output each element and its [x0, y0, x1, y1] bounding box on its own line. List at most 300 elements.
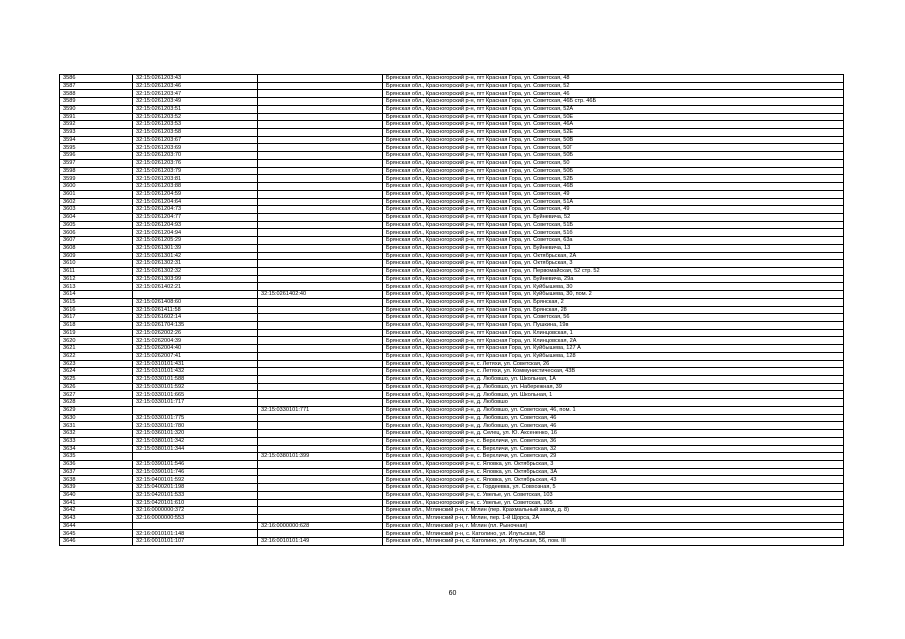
premises-cadastral-number-cell [258, 113, 383, 121]
address-cell: Брянская обл., Красногорский р-н, пгт Красная Гора, ул. Брянская, 2 [383, 298, 844, 306]
premises-cadastral-number-cell [258, 121, 383, 129]
premises-cadastral-number-cell [258, 391, 383, 399]
cadastral-number-cell: 32:15:0261204:73 [133, 206, 258, 214]
cadastral-number-cell: 32:16:0000000:372 [133, 507, 258, 515]
address-cell: Брянская обл., Красногорский р-н, пгт Красная Гора, ул. Советская, 63а [383, 237, 844, 245]
address-cell: Брянская обл., Мглинский р-н, г. Мглин (пл. Рыночная) [383, 522, 844, 530]
cadastral-number-cell: 32:15:0330101:588 [133, 376, 258, 384]
cadastral-number-cell: 32:15:0360101:320 [133, 430, 258, 438]
row-number-cell: 3620 [60, 337, 133, 345]
premises-cadastral-number-cell [258, 399, 383, 407]
row-number-cell: 3607 [60, 237, 133, 245]
table-row [60, 152, 844, 160]
address-cell: Брянская обл., Красногорский р-н, с. Гордеевка, ул. Совхозная, 5 [383, 484, 844, 492]
address-cell: Брянская обл., Красногорский р-н, с. Верхличи, ул. Советская, 36 [383, 437, 844, 445]
cadastral-number-cell: 32:15:0330101:665 [133, 391, 258, 399]
address-cell: Брянская обл., Красногорский р-н, пгт Красная Гора, ул. Советская, 49 [383, 190, 844, 198]
cadastral-number-cell: 32:15:0330101:780 [133, 422, 258, 430]
row-number-cell: 3637 [60, 468, 133, 476]
row-number-cell: 3586 [60, 75, 133, 83]
address-cell: Брянская обл., Красногорский р-н, д. Селец, ул. Ю. Аксененко, 16 [383, 430, 844, 438]
address-cell: Брянская обл., Красногорский р-н, с. Верхличи, ул. Советская, 29 [383, 453, 844, 461]
cadastral-number-cell: 32:15:0380101:342 [133, 437, 258, 445]
address-cell: Брянская обл., Мглинский р-н, с. Католино, ул. Илутьская, 56, пом. III [383, 538, 844, 546]
row-number-cell: 3597 [60, 159, 133, 167]
address-cell: Брянская обл., Красногорский р-н, пгт Красная Гора, ул. Октябрьская, 3 [383, 260, 844, 268]
cadastral-number-cell: 32:16:0000000:553 [133, 514, 258, 522]
address-cell: Брянская обл., Красногорский р-н, пгт Красная Гора, ул. Советская, 51б [383, 229, 844, 237]
table-row [60, 329, 844, 337]
table-row [60, 514, 844, 522]
premises-cadastral-number-cell [258, 90, 383, 98]
cadastral-number-cell: 32:15:0400101:592 [133, 476, 258, 484]
table-row [60, 298, 844, 306]
premises-cadastral-number-cell [258, 183, 383, 191]
cadastral-number-cell: 32:15:0261203:49 [133, 98, 258, 106]
address-cell: Брянская обл., Мглинский р-н, г. Мглин, пер. 1-й Щорса, 2А [383, 514, 844, 522]
row-number-cell: 3624 [60, 368, 133, 376]
cadastral-number-cell: 32:15:0261402:21 [133, 283, 258, 291]
cadastral-number-cell: 32:15:0261408:60 [133, 298, 258, 306]
table-row [60, 399, 844, 407]
table-row [60, 291, 844, 299]
cadastral-number-cell: 32:15:0261203:43 [133, 75, 258, 83]
table-row [60, 368, 844, 376]
row-number-cell: 3632 [60, 430, 133, 438]
address-cell: Брянская обл., Красногорский р-н, пгт Красная Гора, ул. Советская, 52Е [383, 129, 844, 137]
table-row [60, 306, 844, 314]
row-number-cell: 3598 [60, 167, 133, 175]
address-cell: Брянская обл., Красногорский р-н, пгт Красная Гора, ул. Пушкина, 19в [383, 322, 844, 330]
address-cell: Брянская обл., Красногорский р-н, д. Любовшо, ул. Советская, 46 [383, 414, 844, 422]
table-row [60, 445, 844, 453]
address-cell: Брянская обл., Красногорский р-н, пгт Красная Гора, ул. Советская, 50Г [383, 144, 844, 152]
cadastral-number-cell: 32:15:0261411:58 [133, 306, 258, 314]
address-cell: Брянская обл., Красногорский р-н, пгт Красная Гора, ул. Советская, 50Е [383, 113, 844, 121]
table-row [60, 491, 844, 499]
premises-cadastral-number-cell: 32:15:0380101:399 [258, 453, 383, 461]
premises-cadastral-number-cell: 32:15:0261402:40 [258, 291, 383, 299]
table-row [60, 129, 844, 137]
cadastral-number-cell: 32:15:0390101:546 [133, 460, 258, 468]
cadastral-number-cell: 32:15:0261204:64 [133, 198, 258, 206]
table-row [60, 105, 844, 113]
address-cell: Брянская обл., Красногорский р-н, пгт Красная Гора, ул. Куйбышева, 128 [383, 352, 844, 360]
table-row [60, 322, 844, 330]
table-row [60, 507, 844, 515]
row-number-cell: 3591 [60, 113, 133, 121]
row-number-cell: 3644 [60, 522, 133, 530]
table-row [60, 75, 844, 83]
row-number-cell: 3605 [60, 221, 133, 229]
premises-cadastral-number-cell [258, 368, 383, 376]
address-cell: Брянская обл., Красногорский р-н, д. Любовшо, ул. Советская, 46, пом. 1 [383, 406, 844, 414]
table-row [60, 229, 844, 237]
address-cell: Брянская обл., Красногорский р-н, пгт Красная Гора, ул. Советская, 56 [383, 314, 844, 322]
cadastral-number-cell [133, 522, 258, 530]
table-row [60, 352, 844, 360]
cadastral-number-cell: 32:15:0330101:775 [133, 414, 258, 422]
row-number-cell: 3587 [60, 82, 133, 90]
address-cell: Брянская обл., Красногорский р-н, с. Яловка, ул. Октябрьская, 3А [383, 468, 844, 476]
cadastral-number-cell: 32:15:0330101:592 [133, 383, 258, 391]
address-cell: Брянская обл., Мглинский р-н, с. Католино, ул. Илутьская, 58 [383, 530, 844, 538]
cadastral-number-cell: 32:15:0261301:39 [133, 244, 258, 252]
address-cell: Брянская обл., Красногорский р-н, с. Яловка, ул. Октябрьская, 3 [383, 460, 844, 468]
address-cell: Брянская обл., Красногорский р-н, пгт Красная Гора, ул. Советская, 50Б [383, 167, 844, 175]
premises-cadastral-number-cell [258, 267, 383, 275]
row-number-cell: 3600 [60, 183, 133, 191]
row-number-cell: 3590 [60, 105, 133, 113]
cadastral-number-cell: 32:15:0261203:76 [133, 159, 258, 167]
premises-cadastral-number-cell [258, 159, 383, 167]
address-cell: Брянская обл., Красногорский р-н, пгт Красная Гора, ул. Октябрьская, 2А [383, 252, 844, 260]
row-number-cell: 3610 [60, 260, 133, 268]
row-number-cell: 3606 [60, 229, 133, 237]
row-number-cell: 3635 [60, 453, 133, 461]
table-row [60, 437, 844, 445]
row-number-cell: 3589 [60, 98, 133, 106]
registry-table-body [60, 75, 844, 546]
table-row [60, 144, 844, 152]
registry-table [59, 74, 844, 546]
row-number-cell: 3636 [60, 460, 133, 468]
table-row [60, 98, 844, 106]
cadastral-number-cell: 32:15:0261204:93 [133, 221, 258, 229]
premises-cadastral-number-cell [258, 275, 383, 283]
cadastral-number-cell: 32:16:0010101:148 [133, 530, 258, 538]
table-row [60, 406, 844, 414]
table-row [60, 360, 844, 368]
table-row [60, 430, 844, 438]
row-number-cell: 3619 [60, 329, 133, 337]
cadastral-number-cell: 32:15:0330101:717 [133, 399, 258, 407]
address-cell: Брянская обл., Красногорский р-н, пгт Красная Гора, ул. Брянская, 28 [383, 306, 844, 314]
premises-cadastral-number-cell [258, 167, 383, 175]
premises-cadastral-number-cell [258, 376, 383, 384]
premises-cadastral-number-cell [258, 298, 383, 306]
table-row [60, 206, 844, 214]
address-cell: Брянская обл., Красногорский р-н, с. Увелье, ул. Советская, 103 [383, 491, 844, 499]
row-number-cell: 3622 [60, 352, 133, 360]
table-row [60, 283, 844, 291]
cadastral-number-cell: 32:15:0261205:29 [133, 237, 258, 245]
cadastral-number-cell: 32:15:0261204:94 [133, 229, 258, 237]
table-row [60, 376, 844, 384]
row-number-cell: 3601 [60, 190, 133, 198]
cadastral-number-cell: 32:15:0261704:135 [133, 322, 258, 330]
cadastral-number-cell: 32:15:0261203:67 [133, 136, 258, 144]
row-number-cell: 3645 [60, 530, 133, 538]
cadastral-number-cell: 32:15:0261203:70 [133, 152, 258, 160]
premises-cadastral-number-cell [258, 198, 383, 206]
address-cell: Брянская обл., Красногорский р-н, с. Летяхи, ул. Советская, 26 [383, 360, 844, 368]
table-row [60, 337, 844, 345]
row-number-cell: 3621 [60, 345, 133, 353]
premises-cadastral-number-cell [258, 244, 383, 252]
cadastral-number-cell: 32:15:0261302:31 [133, 260, 258, 268]
premises-cadastral-number-cell [258, 252, 383, 260]
row-number-cell: 3625 [60, 376, 133, 384]
premises-cadastral-number-cell [258, 306, 383, 314]
premises-cadastral-number-cell [258, 98, 383, 106]
table-row [60, 499, 844, 507]
table-row [60, 260, 844, 268]
premises-cadastral-number-cell [258, 414, 383, 422]
row-number-cell: 3634 [60, 445, 133, 453]
address-cell: Брянская обл., Красногорский р-н, пгт Красная Гора, ул. Советская, 50В [383, 136, 844, 144]
premises-cadastral-number-cell [258, 468, 383, 476]
cadastral-number-cell: 32:15:0262004:39 [133, 337, 258, 345]
premises-cadastral-number-cell [258, 352, 383, 360]
address-cell: Брянская обл., Красногорский р-н, пгт Красная Гора, ул. Советская, 50Б [383, 152, 844, 160]
row-number-cell: 3618 [60, 322, 133, 330]
premises-cadastral-number-cell [258, 430, 383, 438]
table-row [60, 213, 844, 221]
cadastral-number-cell: 32:15:0380101:344 [133, 445, 258, 453]
table-row [60, 121, 844, 129]
premises-cadastral-number-cell: 32:16:0000000:628 [258, 522, 383, 530]
table-row [60, 453, 844, 461]
premises-cadastral-number-cell [258, 383, 383, 391]
cadastral-number-cell: 32:15:0261301:42 [133, 252, 258, 260]
cadastral-number-cell: 32:15:0390101:746 [133, 468, 258, 476]
row-number-cell: 3604 [60, 213, 133, 221]
cadastral-number-cell: 32:15:0261203:51 [133, 105, 258, 113]
cadastral-number-cell: 32:15:0310101:432 [133, 368, 258, 376]
cadastral-number-cell: 32:15:0261203:46 [133, 82, 258, 90]
table-row [60, 414, 844, 422]
row-number-cell: 3646 [60, 538, 133, 546]
address-cell: Брянская обл., Красногорский р-н, д. Любовшо, ул. Школьная, 1 [383, 391, 844, 399]
row-number-cell: 3631 [60, 422, 133, 430]
row-number-cell: 3626 [60, 383, 133, 391]
address-cell: Брянская обл., Красногорский р-н, пгт Красная Гора, ул. Советская, 46 [383, 90, 844, 98]
row-number-cell: 3588 [60, 90, 133, 98]
cadastral-number-cell [133, 406, 258, 414]
premises-cadastral-number-cell [258, 437, 383, 445]
premises-cadastral-number-cell [258, 445, 383, 453]
row-number-cell: 3639 [60, 484, 133, 492]
table-row [60, 476, 844, 484]
premises-cadastral-number-cell [258, 237, 383, 245]
address-cell: Брянская обл., Красногорский р-н, пгт Красная Гора, ул. Первомайская, 52 стр. 52 [383, 267, 844, 275]
row-number-cell: 3628 [60, 399, 133, 407]
table-row [60, 538, 844, 546]
address-cell: Брянская обл., Красногорский р-н, д. Любовшо, ул. Набережная, 39 [383, 383, 844, 391]
address-cell: Брянская обл., Красногорский р-н, пгт Красная Гора, ул. Клинцовская, 1 [383, 329, 844, 337]
row-number-cell: 3602 [60, 198, 133, 206]
premises-cadastral-number-cell [258, 283, 383, 291]
row-number-cell: 3613 [60, 283, 133, 291]
table-row [60, 460, 844, 468]
row-number-cell: 3638 [60, 476, 133, 484]
row-number-cell: 3617 [60, 314, 133, 322]
cadastral-number-cell: 32:15:0261204:77 [133, 213, 258, 221]
premises-cadastral-number-cell [258, 129, 383, 137]
premises-cadastral-number-cell [258, 144, 383, 152]
row-number-cell: 3595 [60, 144, 133, 152]
address-cell: Брянская обл., Красногорский р-н, пгт Красная Гора, ул. Буйневича, 13 [383, 244, 844, 252]
table-row [60, 198, 844, 206]
cadastral-number-cell: 32:15:0262002:26 [133, 329, 258, 337]
address-cell: Брянская обл., Красногорский р-н, пгт Красная Гора, ул. Советская, 46А [383, 121, 844, 129]
cadastral-number-cell: 32:15:0261203:69 [133, 144, 258, 152]
table-row [60, 136, 844, 144]
address-cell: Брянская обл., Красногорский р-н, пгт Красная Гора, ул. Советская, 50 [383, 159, 844, 167]
cadastral-number-cell: 32:15:0262004:40 [133, 345, 258, 353]
premises-cadastral-number-cell [258, 499, 383, 507]
table-row [60, 237, 844, 245]
address-cell: Брянская обл., Красногорский р-н, пгт Красная Гора, ул. Куйбышева, 127 А [383, 345, 844, 353]
table-row [60, 383, 844, 391]
table-row [60, 90, 844, 98]
premises-cadastral-number-cell [258, 229, 383, 237]
premises-cadastral-number-cell [258, 476, 383, 484]
cadastral-number-cell: 32:15:0420101:610 [133, 499, 258, 507]
row-number-cell: 3592 [60, 121, 133, 129]
address-cell: Брянская обл., Красногорский р-н, пгт Красная Гора, ул. Советская, 49 [383, 206, 844, 214]
address-cell: Брянская обл., Красногорский р-н, пгт Красная Гора, ул. Куйбышева, 30, пом. 2 [383, 291, 844, 299]
address-cell: Брянская обл., Красногорский р-н, пгт Красная Гора, ул. Советская, 51Б [383, 221, 844, 229]
row-number-cell: 3596 [60, 152, 133, 160]
row-number-cell: 3633 [60, 437, 133, 445]
table-row [60, 190, 844, 198]
premises-cadastral-number-cell [258, 484, 383, 492]
address-cell: Брянская обл., Красногорский р-н, д. Любовшо, ул. Советская, 46 [383, 422, 844, 430]
row-number-cell: 3623 [60, 360, 133, 368]
table-row [60, 530, 844, 538]
address-cell: Брянская обл., Красногорский р-н, с. Яловка, ул. Октябрьская, 43 [383, 476, 844, 484]
table-row [60, 252, 844, 260]
cadastral-number-cell: 32:15:0310101:431 [133, 360, 258, 368]
row-number-cell: 3640 [60, 491, 133, 499]
row-number-cell: 3627 [60, 391, 133, 399]
address-cell: Брянская обл., Красногорский р-н, д. Любовшо, ул. Школьная, 1А [383, 376, 844, 384]
address-cell: Брянская обл., Красногорский р-н, д. Любовшо [383, 399, 844, 407]
address-cell: Брянская обл., Красногорский р-н, пгт Красная Гора, ул. Клинцовская, 2А [383, 337, 844, 345]
premises-cadastral-number-cell [258, 152, 383, 160]
row-number-cell: 3599 [60, 175, 133, 183]
row-number-cell: 3609 [60, 252, 133, 260]
row-number-cell: 3630 [60, 414, 133, 422]
address-cell: Брянская обл., Красногорский р-н, пгт Красная Гора, ул. Буйневича, 29а [383, 275, 844, 283]
premises-cadastral-number-cell [258, 507, 383, 515]
cadastral-number-cell: 32:15:0261203:47 [133, 90, 258, 98]
premises-cadastral-number-cell [258, 422, 383, 430]
cadastral-number-cell: 32:15:0261203:81 [133, 175, 258, 183]
cadastral-number-cell [133, 453, 258, 461]
cadastral-number-cell: 32:15:0261204:59 [133, 190, 258, 198]
row-number-cell: 3612 [60, 275, 133, 283]
row-number-cell: 3611 [60, 267, 133, 275]
premises-cadastral-number-cell [258, 260, 383, 268]
table-row [60, 159, 844, 167]
premises-cadastral-number-cell [258, 82, 383, 90]
cadastral-number-cell: 32:15:0261203:79 [133, 167, 258, 175]
address-cell: Брянская обл., Красногорский р-н, с. Летяхи, ул. Коммунистическая, 43В [383, 368, 844, 376]
table-row [60, 522, 844, 530]
premises-cadastral-number-cell [258, 314, 383, 322]
cadastral-number-cell: 32:15:0261302:32 [133, 267, 258, 275]
cadastral-number-cell: 32:15:0261602:14 [133, 314, 258, 322]
table-row [60, 391, 844, 399]
address-cell: Брянская обл., Красногорский р-н, пгт Красная Гора, ул. Советская, 46В [383, 183, 844, 191]
premises-cadastral-number-cell: 32:16:0010101:149 [258, 538, 383, 546]
address-cell: Брянская обл., Красногорский р-н, с. Верхличи, ул. Советская, 32 [383, 445, 844, 453]
premises-cadastral-number-cell [258, 337, 383, 345]
premises-cadastral-number-cell [258, 206, 383, 214]
row-number-cell: 3593 [60, 129, 133, 137]
page-number: 60 [448, 590, 457, 597]
address-cell: Брянская обл., Красногорский р-н, пгт Красная Гора, ул. Советская, 52 [383, 82, 844, 90]
row-number-cell: 3616 [60, 306, 133, 314]
premises-cadastral-number-cell [258, 360, 383, 368]
address-cell: Брянская обл., Мглинский р-н, г. Мглин (пер. Крахмальный завод, д. 8) [383, 507, 844, 515]
premises-cadastral-number-cell [258, 175, 383, 183]
premises-cadastral-number-cell [258, 491, 383, 499]
row-number-cell: 3615 [60, 298, 133, 306]
row-number-cell: 3614 [60, 291, 133, 299]
premises-cadastral-number-cell [258, 105, 383, 113]
table-row [60, 468, 844, 476]
address-cell: Брянская обл., Красногорский р-н, пгт Красная Гора, ул. Советская, 48 [383, 75, 844, 83]
table-row [60, 183, 844, 191]
row-number-cell: 3629 [60, 406, 133, 414]
row-number-cell: 3603 [60, 206, 133, 214]
row-number-cell: 3642 [60, 507, 133, 515]
premises-cadastral-number-cell [258, 221, 383, 229]
cadastral-number-cell: 32:16:0010101:107 [133, 538, 258, 546]
address-cell: Брянская обл., Красногорский р-н, пгт Красная Гора, ул. Советская, 52Б [383, 175, 844, 183]
cadastral-number-cell: 32:15:0400201:198 [133, 484, 258, 492]
cadastral-number-cell: 32:15:0261203:58 [133, 129, 258, 137]
premises-cadastral-number-cell [258, 213, 383, 221]
address-cell: Брянская обл., Красногорский р-н, с. Увелье, ул. Советская, 105 [383, 499, 844, 507]
premises-cadastral-number-cell [258, 75, 383, 83]
table-row [60, 275, 844, 283]
premises-cadastral-number-cell [258, 136, 383, 144]
address-cell: Брянская обл., Красногорский р-н, пгт Красная Гора, ул. Куйбышева, 30 [383, 283, 844, 291]
address-cell: Брянская обл., Красногорский р-н, пгт Красная Гора, ул. Советская, 46Б стр. 46Б [383, 98, 844, 106]
premises-cadastral-number-cell [258, 460, 383, 468]
cadastral-number-cell: 32:15:0261203:53 [133, 121, 258, 129]
cadastral-number-cell [133, 291, 258, 299]
premises-cadastral-number-cell [258, 322, 383, 330]
table-row [60, 314, 844, 322]
table-row [60, 175, 844, 183]
table-row [60, 82, 844, 90]
table-row [60, 244, 844, 252]
row-number-cell: 3608 [60, 244, 133, 252]
table-row [60, 422, 844, 430]
cadastral-number-cell: 32:15:0262007:41 [133, 352, 258, 360]
table-row [60, 267, 844, 275]
address-cell: Брянская обл., Красногорский р-н, пгт Красная Гора, ул. Буйневича, 52 [383, 213, 844, 221]
address-cell: Брянская обл., Красногорский р-н, пгт Красная Гора, ул. Советская, 52А [383, 105, 844, 113]
cadastral-number-cell: 32:15:0261303:99 [133, 275, 258, 283]
cadastral-number-cell: 32:15:0261203:88 [133, 183, 258, 191]
premises-cadastral-number-cell [258, 329, 383, 337]
row-number-cell: 3643 [60, 514, 133, 522]
table-row [60, 113, 844, 121]
row-number-cell: 3641 [60, 499, 133, 507]
address-cell: Брянская обл., Красногорский р-н, пгт Красная Гора, ул. Советская, 51А [383, 198, 844, 206]
premises-cadastral-number-cell: 32:15:0330101:771 [258, 406, 383, 414]
table-row [60, 221, 844, 229]
premises-cadastral-number-cell [258, 190, 383, 198]
premises-cadastral-number-cell [258, 530, 383, 538]
